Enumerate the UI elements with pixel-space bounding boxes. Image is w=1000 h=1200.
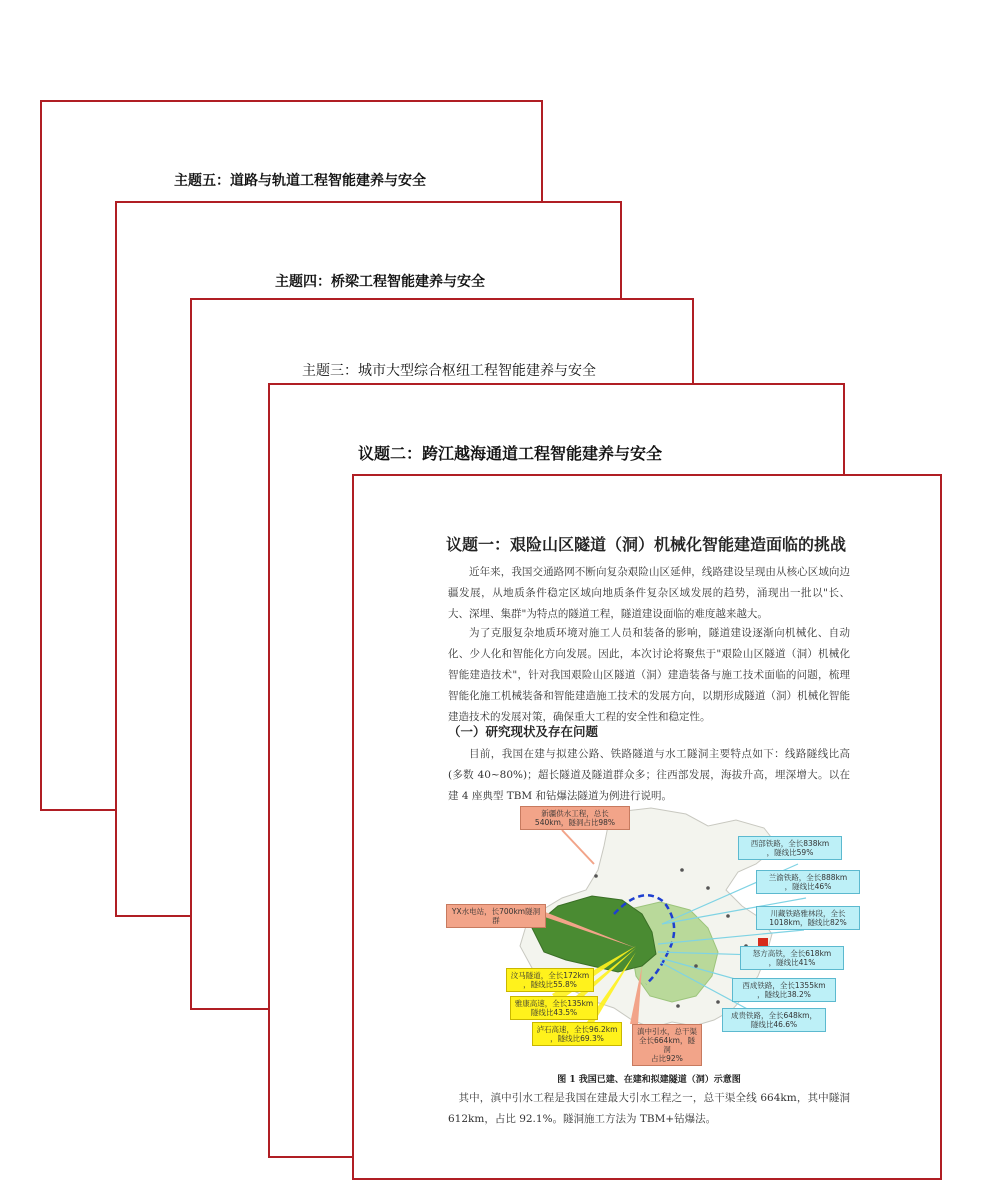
city-dot [680, 868, 684, 872]
china-tunnel-map [446, 806, 862, 1068]
body-paragraph: 近年来，我国交通路网不断向复杂艰险山区延伸，线路建设呈现由从核心区域向边疆发展，从地质条件稳定区域向地质条件复杂区域发展的趋势，涌现出一批以"长、大、深埋、集群"为特点的隧道工程，隧道建设面临的难度越来越大。 [448, 566, 850, 620]
page-title: 主题五：道路与轨道工程智能建养与安全 [174, 173, 426, 189]
page-title: 主题三：城市大型综合枢纽工程智能建养与安全 [302, 363, 596, 379]
page-title: 议题二：跨江越海通道工程智能建养与安全 [358, 444, 663, 463]
callout-sichuan-tibet-railway: 川藏铁路雅林段，全长 1018km，隧线比82% [756, 906, 860, 930]
body-paragraph: 为了克服复杂地质环境对施工人员和装备的影响，隧道建设逐渐向机械化、自动化、少人化和智能化方向发展。因此，本次讨论将聚焦于"艰险山区隧道（洞）机械化智能建造技术"，针对我国艰险山区隧道（洞）建造装备与施工技术面临的问题，梳理智能化施工机械装备和智能建造施工技术的发展方向，以期形成隧道（洞）机械化智能建造技术的发展对策，确保重大工程的安全性和稳定性。 [448, 627, 850, 723]
callout-yakang-highway: 雅康高速，全长135km 隧线比43.5% [510, 996, 598, 1020]
city-dot [594, 874, 598, 878]
callout-dianzhong-water: 滇中引水，总干渠 全长664km，隧洞 占比92% [632, 1024, 702, 1066]
city-dot [716, 1000, 720, 1004]
leader-line [562, 830, 594, 864]
body-paragraph: 目前，我国在建与拟建公路、铁路隧道与水工隧洞主要特点如下：线路隧线比高(多数 40~80%)；超长隧道及隧道群众多；往西部发展，海拔升高，埋深增大。以在建 4 座典型 TBM 和钻爆法隧道为例进行说明。 [448, 748, 850, 802]
page-title: 议题一：艰险山区隧道（洞）机械化智能建造面临的挑战 [446, 535, 847, 554]
callout-xinjiang: 新疆供水工程，总长 540km，隧洞占比98% [520, 806, 630, 830]
callout-lanyu-railway: 兰渝铁路，全长888km ，隧线比46% [756, 870, 860, 894]
document-page-topic1[interactable] [352, 474, 942, 1180]
callout-wenma-tunnel: 汶马隧道，全长172km ，隧线比55.8% [506, 968, 594, 992]
page-title: 主题四：桥梁工程智能建养与安全 [275, 274, 485, 290]
callout-xicheng-railway: 西成铁路，全长1355km ，隧线比38.2% [732, 978, 836, 1002]
city-dot [694, 964, 698, 968]
callout-nufang-railway: 怒方高铁，全长618km ，隧线比41% [740, 946, 844, 970]
body-paragraph: 其中，滇中引水工程是我国在建最大引水工程之一，总干渠全线 664km，其中隧洞 612km，占比 92.1%。隧洞施工方法为 TBM+钻爆法。 [448, 1092, 850, 1125]
callout-chenggui-railway: 成贵铁路，全长648km， 隧线比46.6% [722, 1008, 826, 1032]
callout-yx-hydropower: YX水电站，长700km隧洞群 [446, 904, 546, 928]
city-dot [706, 886, 710, 890]
callout-lushi-highway: 泸石高速，全长96.2km ，隧线比69.3% [532, 1022, 622, 1046]
figure-caption: 图 1 我国已建、在建和拟建隧道（洞）示意图 [557, 1075, 741, 1085]
city-dot [726, 914, 730, 918]
section-heading: （一）研究现状及存在问题 [448, 724, 599, 739]
callout-western-railway: 西部铁路，全长838km ，隧线比59% [738, 836, 842, 860]
city-dot [676, 1004, 680, 1008]
